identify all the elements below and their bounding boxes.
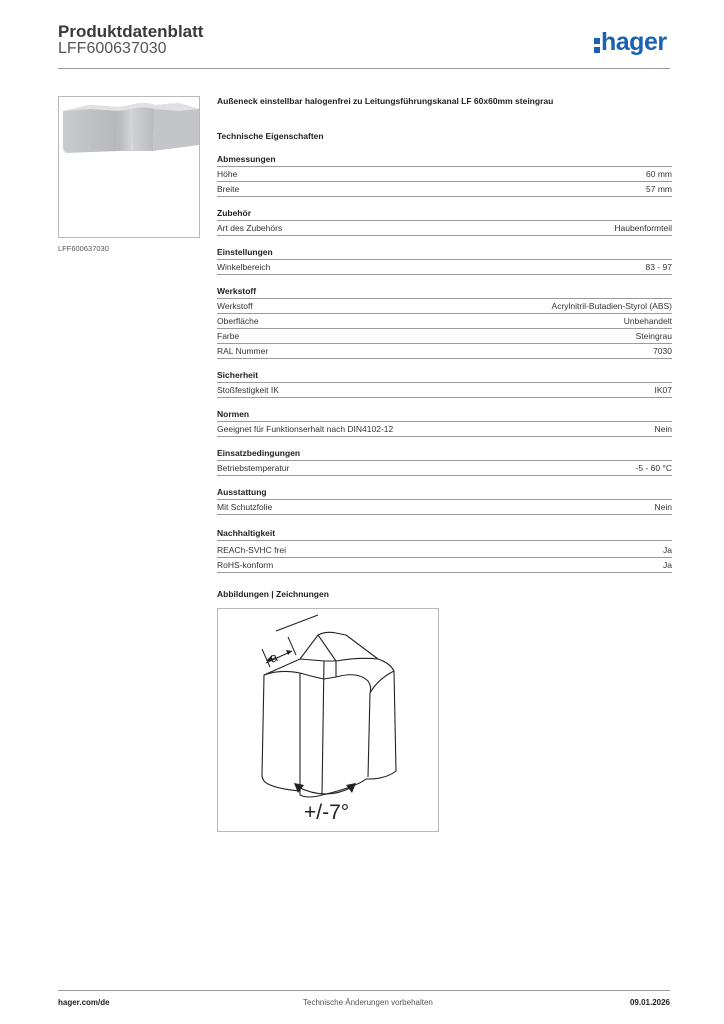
property-row [217, 222, 672, 236]
angle-label: +/-7° [304, 801, 350, 824]
property-value: Ja [663, 545, 672, 555]
group-title: Nachhaltigkeit [217, 528, 672, 541]
property-value: Nein [654, 502, 672, 512]
property-value: Ja [663, 560, 672, 570]
property-row [217, 501, 672, 515]
group-normen [217, 409, 672, 437]
property-row [217, 168, 672, 182]
drawing-svg [218, 609, 438, 831]
property-label: RoHS-konform [217, 560, 274, 570]
group-title: Einstellungen [217, 247, 672, 260]
properties-heading: Technische Eigenschaften [217, 131, 324, 141]
logo-text: hager [601, 28, 667, 56]
technical-drawing [217, 608, 439, 832]
property-row [217, 559, 672, 573]
group-abmessungen [217, 154, 672, 197]
property-label: Höhe [217, 169, 238, 179]
hager-logo [594, 28, 667, 57]
property-label: Winkelbereich [217, 262, 271, 272]
group-werkstoff [217, 286, 672, 359]
property-row [217, 261, 672, 275]
logo-dots-icon [594, 35, 600, 51]
article-number: LFF600637030 [58, 40, 167, 57]
footer-notice: Technische Änderungen vorbehalten [303, 998, 433, 1007]
property-row [217, 384, 672, 398]
property-label: Oberfläche [217, 316, 259, 326]
group-einsatzbedingungen [217, 448, 672, 476]
property-value: Acrylnitril-Butadien-Styrol (ABS) [551, 301, 672, 311]
group-title: Werkstoff [217, 286, 672, 299]
property-label: RAL Nummer [217, 346, 269, 356]
property-label: Stoßfestigkeit IK [217, 385, 279, 395]
footer-website[interactable]: hager.com/de [58, 998, 110, 1007]
property-label: Werkstoff [217, 301, 253, 311]
property-label: REACh-SVHC frei [217, 545, 286, 555]
property-label: Betriebstemperatur [217, 463, 290, 473]
group-title: Abmessungen [217, 154, 672, 167]
property-label: Geeignet für Funktionserhalt nach DIN4102-12 [217, 424, 394, 434]
product-image-caption: LFF600637030 [58, 244, 109, 253]
group-zubehoer [217, 208, 672, 236]
property-value: 57 mm [646, 184, 672, 194]
property-row [217, 462, 672, 476]
angle-arrow-left-icon [294, 783, 304, 793]
property-value: -5 - 60 °C [635, 463, 672, 473]
drawings-heading: Abbildungen | Zeichnungen [217, 589, 329, 599]
group-einstellungen [217, 247, 672, 275]
header-divider [58, 68, 670, 69]
property-value: 7030 [653, 346, 672, 356]
property-value: 83 - 97 [645, 262, 672, 272]
group-title: Sicherheit [217, 370, 672, 383]
group-title: Normen [217, 409, 672, 422]
property-row [217, 345, 672, 359]
footer-date: 09.01.2026 [629, 998, 670, 1007]
footer-divider [58, 990, 670, 991]
corner-piece-outline [262, 632, 396, 797]
property-value: Haubenformteil [614, 223, 672, 233]
group-ausstattung [217, 487, 672, 515]
property-value: Steingrau [635, 331, 672, 341]
property-row [217, 300, 672, 314]
property-label: Farbe [217, 331, 240, 341]
group-sicherheit [217, 370, 672, 398]
properties-panel [217, 96, 672, 573]
document-title: Produktdatenblatt [58, 22, 204, 41]
product-photo [59, 97, 199, 237]
property-value: 60 mm [646, 169, 672, 179]
group-nachhaltigkeit [217, 528, 672, 573]
property-label: Art des Zubehörs [217, 223, 283, 233]
property-value: Nein [654, 424, 672, 434]
property-row [217, 544, 672, 558]
property-row [217, 423, 672, 437]
dimension-label: a [267, 649, 280, 666]
property-row [217, 330, 672, 344]
group-title: Einsatzbedingungen [217, 448, 672, 461]
property-row [217, 183, 672, 197]
property-value: Unbehandelt [623, 316, 672, 326]
dimension-arrow-right-icon [286, 650, 292, 655]
property-row [217, 315, 672, 329]
property-label: Mit Schutzfolie [217, 502, 273, 512]
group-title: Zubehör [217, 208, 672, 221]
property-label: Breite [217, 184, 240, 194]
group-title: Ausstattung [217, 487, 672, 500]
property-value: IK07 [654, 385, 672, 395]
product-description: Außeneck einstellbar halogenfrei zu Leitungsführungskanal LF 60x60mm steingrau [217, 96, 554, 106]
angle-arc [298, 787, 352, 794]
product-image [58, 96, 200, 238]
